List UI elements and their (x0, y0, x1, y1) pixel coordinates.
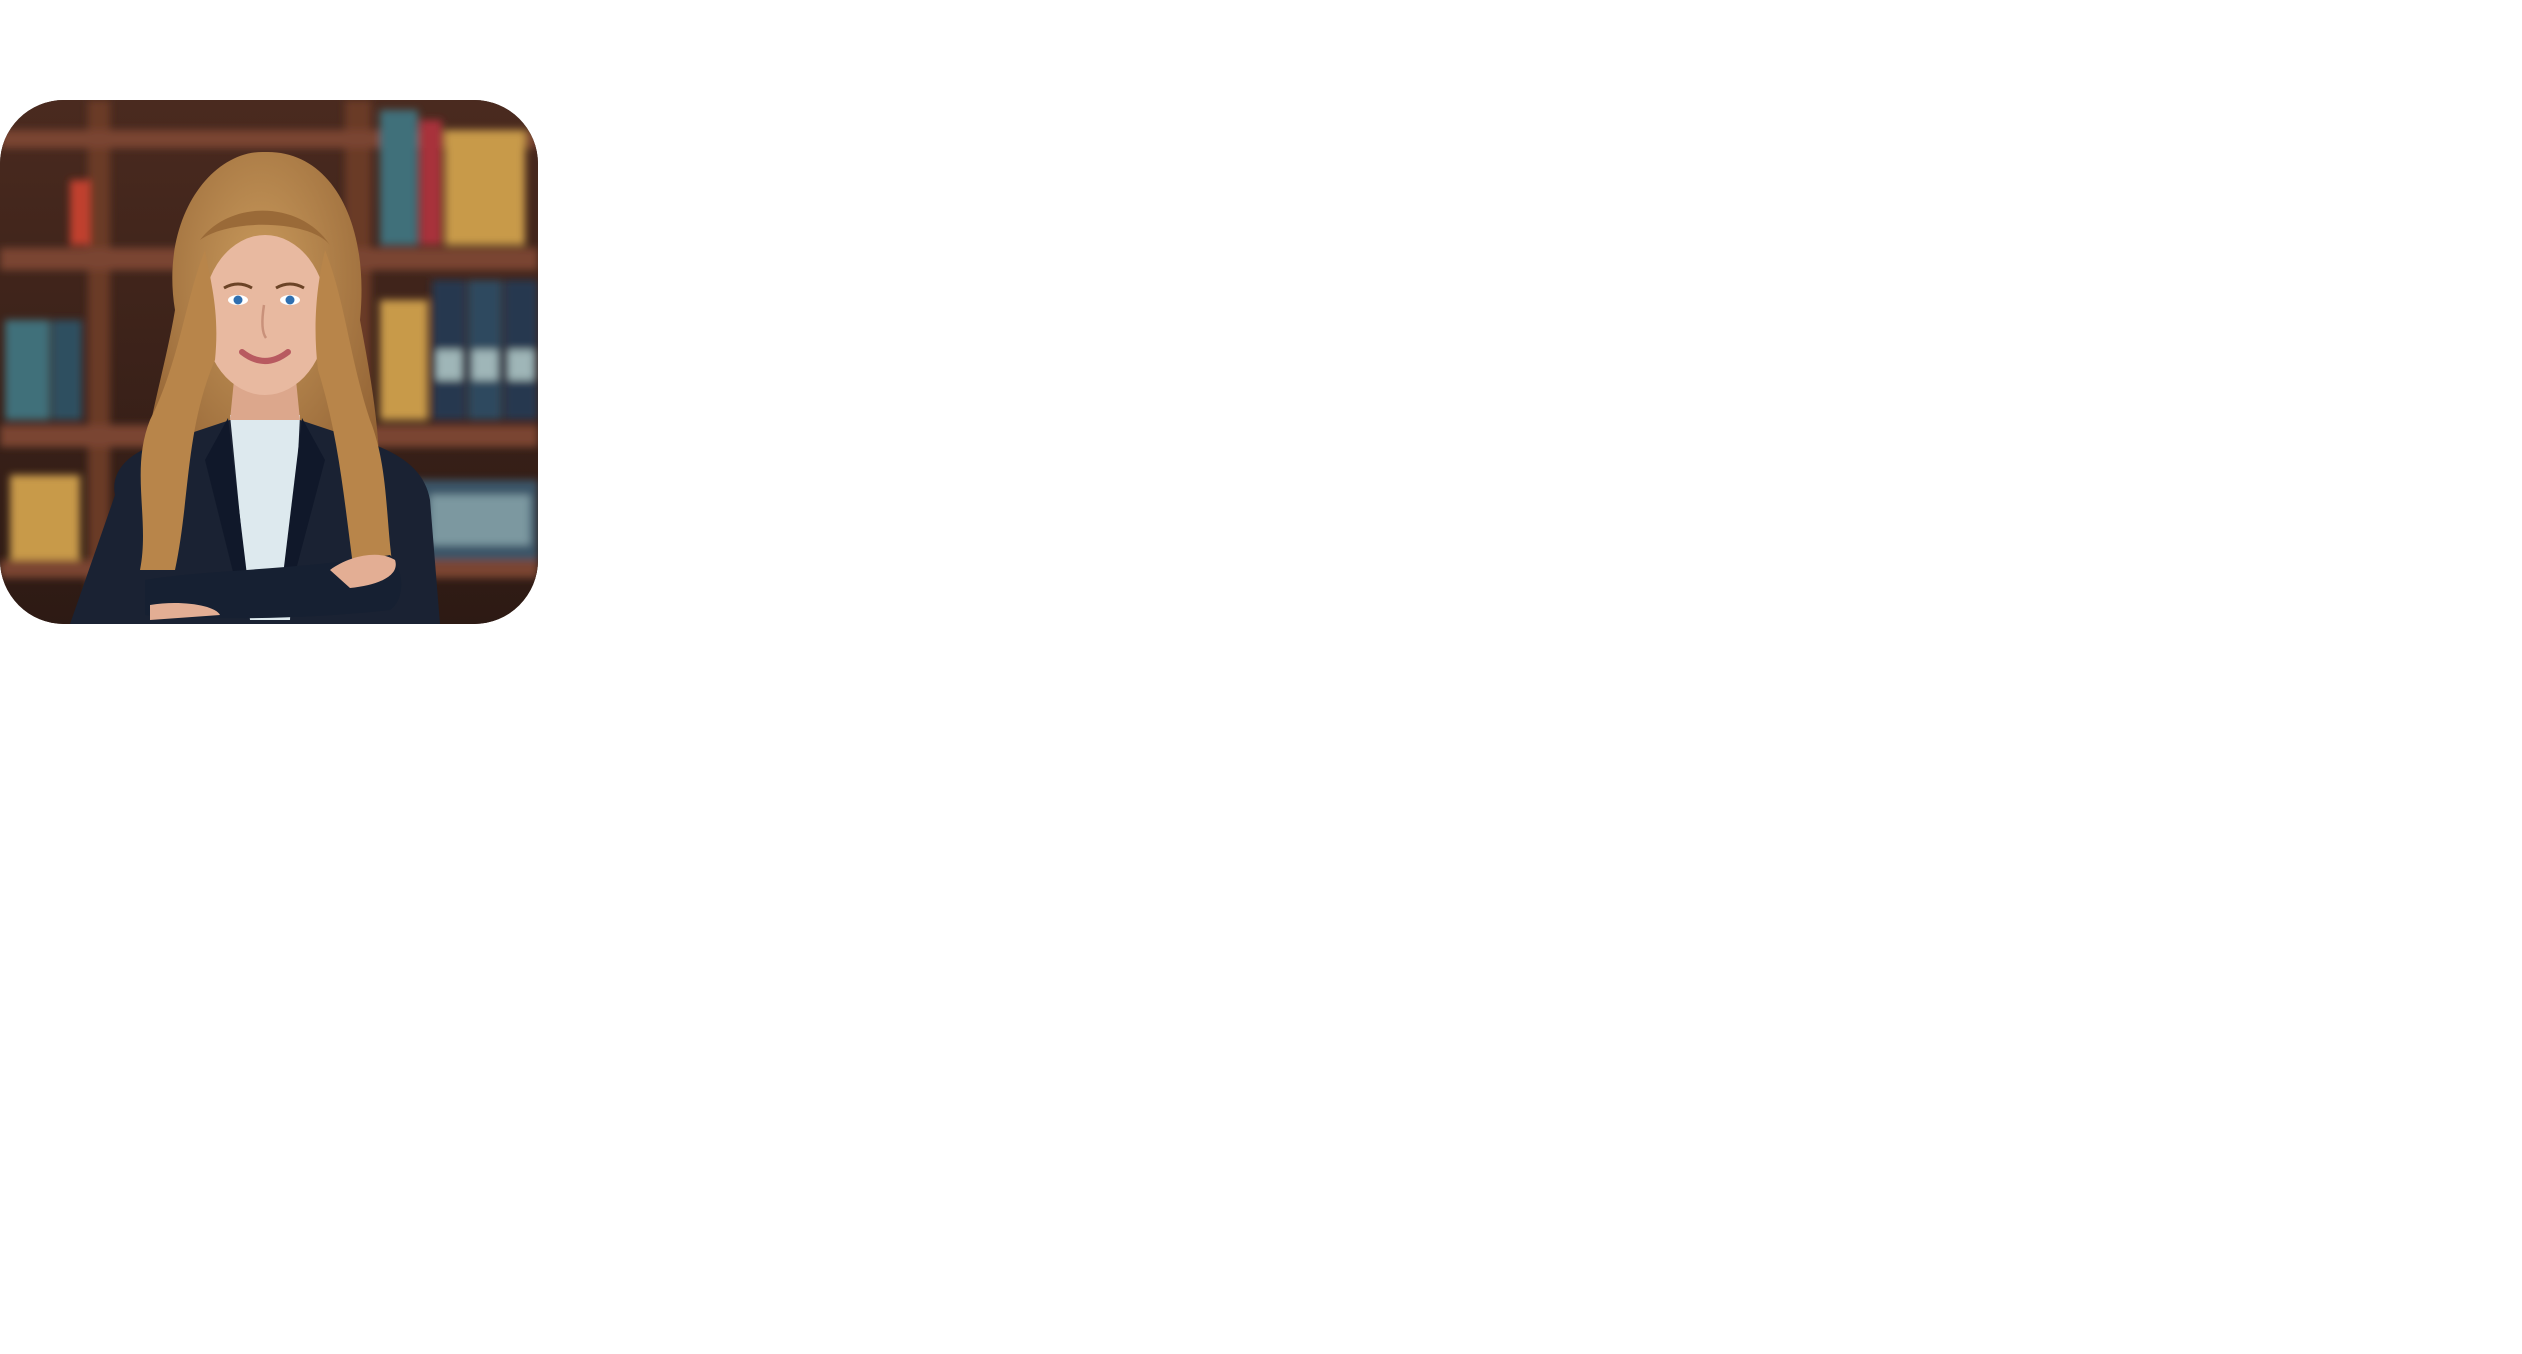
profile-photo (0, 100, 538, 624)
portrait-photo-icon (0, 100, 538, 624)
